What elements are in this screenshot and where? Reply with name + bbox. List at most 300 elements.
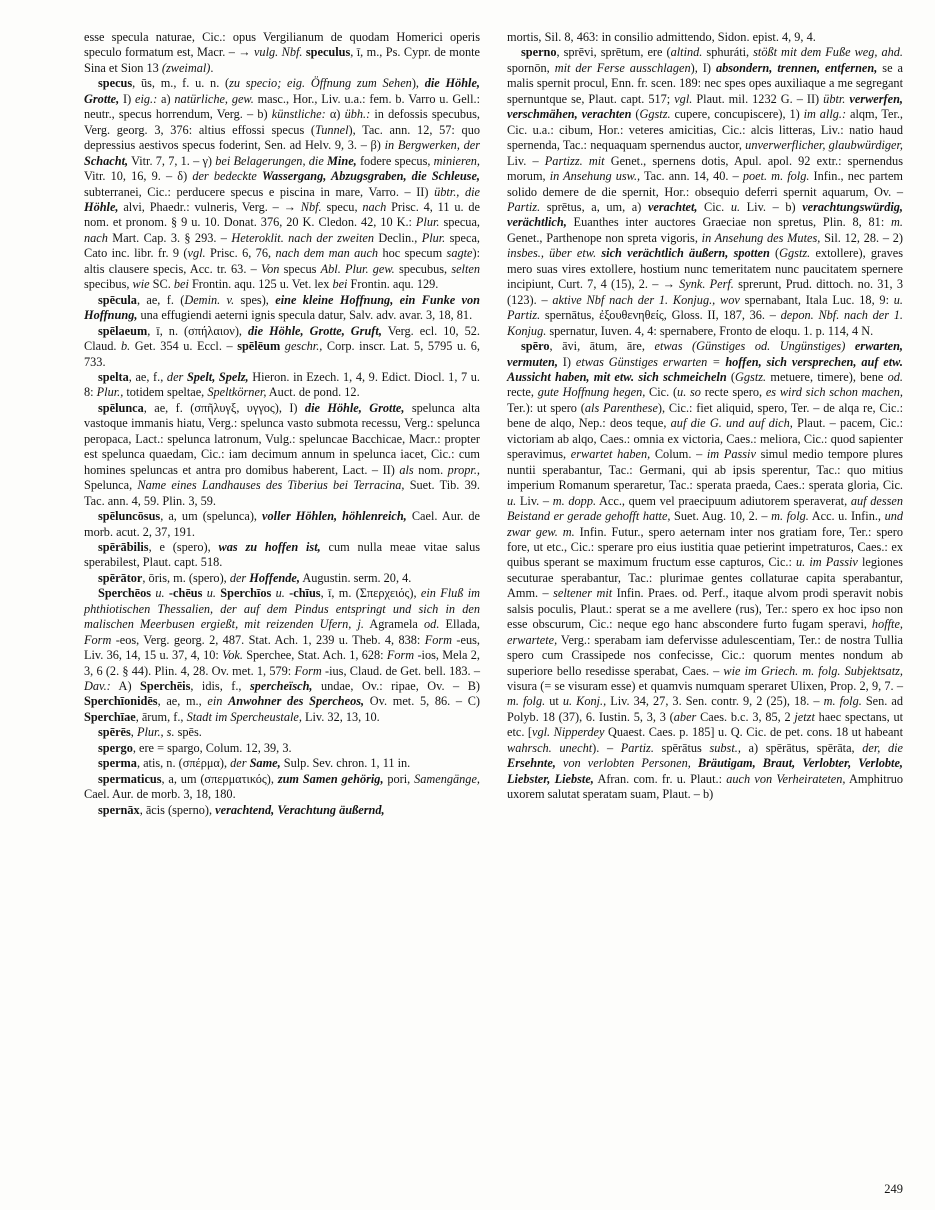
text-italic: ein — [207, 694, 229, 709]
text-bold: Sperchēis — [140, 679, 191, 694]
text-italic: der — [230, 756, 250, 771]
text-italic: übh.: — [344, 107, 371, 122]
text-italic: in Ansehung des Mutes, — [701, 230, 821, 245]
text-italic: u. im Passiv — [796, 555, 858, 570]
text-bold-italic: Anwohner des Spercheos, — [228, 694, 365, 709]
text-italic: eig.: — [135, 91, 158, 106]
text-roman — [556, 756, 563, 770]
text-italic: Heteroklit. nach der zweiten — [231, 230, 375, 245]
text-roman: Liv. 34, 27, 3. Sen. contr. 9, 2 (25), 18. – — [606, 694, 824, 709]
text-italic: u. — [730, 199, 741, 214]
text-roman: recte spero, — [700, 385, 766, 400]
text-roman: Quaest. Caes. p. 185] u. Q. Cic. de pet. cons. 18 ut habeant — [604, 725, 903, 740]
text-bold: speculus — [305, 45, 351, 60]
text-italic: depon. Nbf. nach der 1. Konjug. — [507, 308, 903, 338]
text-bold: spēlaeum — [98, 323, 148, 338]
text-italic: etwas (Günstiges od. Ungünstiges) — [654, 339, 855, 354]
text-italic: m. folg. — [507, 694, 546, 709]
text-bold-italic: absondern, trennen, entfernen, — [715, 60, 878, 75]
text-roman: Suet. Tib. 39. Tac. ann. 4, 59. Plin. 3, 59. — [84, 478, 480, 508]
text-italic: künstliche: — [271, 107, 326, 122]
text-roman: ). – — [592, 740, 621, 755]
text-roman: . — [210, 60, 214, 75]
text-roman: specus — [279, 261, 321, 276]
text-roman: spernātus, ἐξουθενηθείς, Gloss. II, 187, 36. – — [540, 308, 781, 323]
entry-spelaeum — [84, 324, 480, 370]
text-roman: Auct. de pond. 12. — [266, 385, 360, 400]
text-roman: Liv. – — [516, 493, 553, 508]
text-bold-italic: Schacht, — [84, 153, 129, 168]
text-roman: spes), — [234, 292, 276, 307]
text-italic: selten — [451, 261, 480, 276]
text-italic: wahrsch. unecht — [507, 740, 593, 755]
text-roman: Declin., — [374, 230, 422, 245]
left-column — [84, 30, 480, 818]
text-italic: der — [166, 369, 187, 384]
text-roman: Liv. – b) — [740, 199, 803, 214]
text-italic: mit der Ferse ausschlagen — [554, 60, 691, 75]
text-bold: Sperchīae — [84, 709, 136, 724]
text-italic: im Passiv — [706, 447, 756, 462]
text-italic: m. folg. — [771, 509, 809, 524]
text-italic: Form — [84, 632, 112, 647]
text-roman: Sil. 12, 28. – 2) — [820, 230, 903, 245]
text-bold: specus — [98, 76, 133, 91]
text-bold: spelta — [98, 369, 129, 384]
text-roman: alqm, Ter., Cic. u.a.: cibum, Hor.: veteres amicitias, Cic.: alcis litteras, Liv.: natio haud spernenda, Tac.: nequaquam spernendus auctor, — [507, 107, 904, 153]
text-italic: vgl. — [674, 91, 693, 106]
text-roman: hoc specum — [378, 246, 447, 261]
text-roman: Euanthes inter auctores Graeciae non spretus, Plin. 8, 81: — [566, 215, 892, 230]
text-italic: nach — [362, 199, 387, 214]
text-roman: , a, um (σπερματικός), — [161, 771, 278, 786]
text-roman: spēs. — [174, 725, 202, 740]
text-italic: Nbf. — [300, 199, 322, 214]
text-roman: Caes. b.c. 3, 85, 2 — [696, 709, 795, 724]
text-bold: spēlēum — [237, 339, 281, 354]
text-italic: b. — [121, 339, 131, 354]
text-roman: , — [130, 725, 137, 740]
text-roman: a) spērātus, spērāta, — [740, 740, 863, 755]
text-italic: aktive Nbf nach der 1. Konjug., wov — [552, 292, 740, 307]
text-roman: masc., Hor., Liv. u.a.: fem. b. Varro u. Gell.: neutr., specus horrendum, Verg. – b) — [84, 91, 481, 122]
text-roman: Suet. Aug. 10, 2. – — [670, 509, 772, 524]
text-roman: Vitr. 10, 16, 9. – δ) — [84, 169, 193, 184]
text-roman: alvi, Phaedr.: vulneris, Verg. – → — [118, 199, 301, 214]
text-bold-italic: voller Höhlen, höhlenreich, — [262, 509, 407, 524]
text-roman: ): altis clausere specis, Acc. tr. 63. – — [84, 246, 481, 276]
text-italic: u. — [206, 586, 216, 601]
text-bold-italic: Wassergang, Abzugsgraben, die Schleuse, — [262, 169, 481, 184]
text-roman: Tac. ann. 14, 40. – — [640, 169, 743, 184]
text-roman: Sen. ad Polyb. 18 (37), 6. Iustin. 5, 3, 3 ( — [507, 694, 903, 724]
text-italic: u. — [507, 493, 517, 508]
text-italic: im allg.: — [803, 107, 847, 122]
text-roman: una effugiendi aeterni ignis specula datur, Salv. adv. avar. 3, 18, 81. — [137, 308, 473, 323]
text-bold: spergo — [98, 740, 133, 755]
text-roman: ut — [545, 694, 563, 709]
text-italic: od. — [887, 369, 903, 384]
text-bold: sperma — [98, 756, 137, 771]
text-roman: Hieron. in Ezech. 1, 4, 9. Edict. Diocl. 1, 7 u. 8: — [84, 369, 481, 400]
text-italic: u. so — [677, 385, 701, 400]
text-bold-italic: Mine, — [327, 153, 357, 168]
text-bold-italic: spercheïsch, — [250, 679, 313, 694]
text-roman: , ae, m., — [157, 694, 208, 709]
text-bold: Sperchīos — [220, 586, 272, 601]
text-roman: a) — [157, 91, 175, 106]
text-bold: spernāx — [98, 802, 140, 817]
text-italic: etwas Günstiges erwarten = — [575, 354, 726, 369]
entry-sperma — [84, 756, 480, 771]
text-italic: als — [399, 462, 414, 477]
text-italic: wie — [132, 277, 150, 292]
text-roman: simul medio tempore plures nuntii sperabantur, Tac.: Germani, qui ab ipsis sperentur, Tac.: quo mitius imperium Romanum speraretur, Tac.: sperata praeda, Caes.: sperata gloria, Cic. — [507, 447, 903, 493]
text-italic: bei — [332, 277, 348, 292]
text-roman: , a, um (spelunca), — [160, 509, 263, 524]
page-number: 249 — [884, 1182, 903, 1196]
text-roman: esse specula naturae, Cic.: opus Vergilianum de quodam Homerici operis speculo formatum est, Macr. – → — [84, 30, 480, 60]
text-italic: jetzt — [794, 709, 815, 724]
text-italic: gute Hoffnung hegen, — [537, 385, 646, 400]
text-bold-italic: was zu hoffen ist, — [218, 539, 321, 554]
text-italic: ein Fluß im phthiotischen Thessalien, der auf dem Pindus entspringt und sich in den malischen Meerbusen ergießt, mit reizenden Ufern, j. — [84, 586, 481, 632]
text-roman: ), — [411, 76, 425, 91]
text-italic: und zwar gew. m. — [507, 509, 904, 539]
entry-spernax — [84, 803, 480, 818]
text-bold-italic: eine kleine Hoffnung, ein Funke von Hoffnung, — [84, 292, 480, 323]
text-roman: Frontin. aqu. 129. — [347, 277, 439, 292]
text-italic: als Parenthese — [584, 400, 658, 415]
text-italic: Form — [294, 663, 322, 678]
text-roman: Frontin. aqu. 125 u. Vet. lex — [188, 277, 333, 292]
text-roman: recte, — [507, 385, 538, 400]
text-bold-italic: Bräutigam, Braut, Verlobter, Verlobte, Liebster, Liebste, — [507, 756, 904, 786]
text-roman: Plaut. – pacem, Cic.: victoriam ab alqo, Caes.: omnia ex victoria, Caes.: meliora, Cic.: quod sapienter speravimus, — [507, 416, 904, 462]
text-bold: spērātor — [98, 570, 143, 585]
text-italic: subst., — [709, 740, 741, 755]
text-roman: -ios, Mela 2, 3, 6 (2. § 44). Plin. 4, 28. Ov. met. 1, 579: — [84, 648, 481, 678]
text-bold-italic: verwerfen, verschmähen, verachten — [507, 91, 904, 122]
text-roman: , ōris, m. (spero), — [142, 570, 230, 585]
text-roman: legiones secuturae sperabantur, Tac.: plurimae gentes collaturae capita sperabantur, Amm. – — [507, 555, 903, 601]
text-italic: m. — [891, 215, 903, 230]
text-italic: altind. — [670, 45, 703, 60]
text-roman: Genet., Parthenope non spreta vigoris, — [507, 230, 702, 245]
text-bold-italic: die Höhle, Grotte, — [84, 76, 480, 106]
entry-sperno — [507, 45, 903, 339]
text-roman: cum nulla meae vitae salus sperabilest, Plaut. capt. 518. — [84, 539, 481, 570]
text-bold: spēcula — [98, 292, 137, 307]
text-roman: , ī, n. (σπήλαιον), — [147, 323, 249, 338]
text-roman: spornōn, — [507, 60, 555, 75]
text-roman: metuere, timere), bene — [766, 369, 888, 384]
text-italic: seltener mit — [553, 586, 613, 601]
text-roman: , atis, n. (σπέρμα), — [136, 756, 231, 771]
entry-spergo — [84, 741, 480, 756]
text-roman: -eos, Verg. georg. 2, 487. Stat. Ach. 1, 239 u. Theb. 4, 838: — [111, 632, 425, 647]
text-italic: Name eines Landhauses des Tiberius bei Terracina, — [137, 478, 405, 493]
text-italic: insbes., über etw. — [507, 246, 602, 261]
text-bold-italic: Hoffende, — [249, 570, 300, 585]
text-italic: bei Belagerungen, die — [215, 153, 327, 168]
text-italic: Ggstz. — [735, 369, 767, 384]
text-bold-italic: verachtend, Verachtung äußernd, — [215, 802, 385, 817]
text-roman: Liv. 32, 13, 10. — [301, 709, 380, 724]
text-italic: Partizz. mit — [544, 153, 605, 168]
text-roman: haec spectans, ut etc. [ — [507, 709, 904, 740]
text-roman: Afran. com. fr. u. Plaut.: — [593, 771, 727, 786]
text-italic: übtr. — [823, 91, 850, 106]
text-italic: propr., — [447, 462, 480, 477]
text-roman: ), I) — [690, 60, 716, 75]
entry-sperabilis — [84, 540, 480, 571]
entry-spero — [507, 339, 903, 803]
text-roman: , e (spero), — [148, 539, 219, 554]
text-roman: Acc., quem vel praecipuum adiutorem speraverat, — [596, 493, 851, 508]
text-roman: , ūs, m., f. u. n. ( — [132, 76, 230, 91]
text-roman: undae, Ov.: ripae, Ov. – B) — [312, 679, 480, 694]
text-roman: specu, — [321, 199, 363, 214]
text-roman: Get. 354 u. Eccl. – — [130, 339, 238, 354]
entry-sperator — [84, 571, 480, 586]
text-italic: auch von Verheirateten, — [726, 771, 846, 786]
text-roman: , ācis (sperno), — [139, 802, 216, 817]
text-roman: , ae, f. (σπῆλυγξ, υγγος), I) — [143, 400, 305, 415]
text-roman: Augustin. serm. 20, 4. — [299, 570, 412, 585]
text-roman: spelunca alta vastoque immanis hiatu, Verg.: spelunca vasto submota recessu, Verg.: spelunca peropaca, Lact.: spelunca latronum, Vulg.: speluncae Bacchicae, Macr.: propter est spelunca quaedam, Cic.: iam decimum annum in spelunca iacet, Cic.: cum homines speluncas et antra pro domibus haberent, Lact. – II) — [84, 400, 480, 477]
text-roman: Sulp. Sev. chron. 1, 11 in. — [280, 756, 411, 771]
text-roman: spernabant, Itala Luc. 18, 9: — [739, 292, 894, 307]
text-roman: visura (= se visuram esse) et quamvis numquam speraret Ulixen, Prop. 2, 9, 7. – — [507, 679, 903, 694]
entry-speluncosus — [84, 509, 480, 540]
text-italic: aber — [673, 709, 697, 724]
text-roman: totidem speltae, — [123, 385, 208, 400]
text-italic: Synk. Perf. — [679, 277, 734, 292]
text-roman: , idis, f., — [190, 679, 250, 694]
text-italic: Ggstz. — [639, 107, 671, 122]
text-roman: I) — [557, 354, 576, 369]
text-roman: , ī, m., Ps. Cypr. de monte Sina et Sion 13 — [84, 45, 480, 75]
text-italic: natürliche, gew. — [174, 91, 254, 106]
text-bold: spēluncōsus — [98, 509, 161, 524]
text-roman: -eus, Liv. 36, 14, 15 u. 37, 4, 10: — [84, 632, 480, 663]
text-bold: Sperchīonidēs — [84, 694, 158, 709]
text-roman: ( — [726, 369, 736, 384]
text-italic: Form — [386, 648, 415, 663]
text-roman: sprētus, a, um, a) — [540, 199, 648, 214]
text-roman: sphuráti, — [702, 45, 754, 60]
text-roman: Verg.: sperabam iam defervisse adulescentiam, Ter.: de nostra Tullia spero cum Crassipede nos confecisse, Cic.: quorum mentes nondum ab superiore bello resedisse sperabat, Caes. – — [507, 632, 903, 678]
text-italic: Plur. — [421, 230, 446, 245]
text-italic: unverwerflicher, glaubwürdiger, — [745, 138, 904, 153]
text-roman: specua, — [439, 215, 480, 230]
text-italic: nach — [84, 230, 108, 245]
text-italic: Stadt im Spercheustale, — [186, 709, 302, 724]
text-bold-italic: verachtet, — [647, 199, 698, 214]
text-italic: Speltkörner, — [207, 385, 267, 400]
text-roman: spernatur, Iuven. 4, 4: spernabere, Fronto de eloqu. 1. p. 114, 4 N. — [546, 323, 874, 338]
text-roman: Ov. met. 5, 86. – C) — [364, 694, 480, 709]
text-roman: specubus, — [394, 261, 452, 276]
entry-specus — [84, 76, 480, 292]
text-roman: Ellada, — [439, 617, 480, 632]
entry-spercheos — [84, 586, 480, 725]
text-italic: es wird sich schon machen, — [765, 385, 903, 400]
text-roman: Verg. ecl. 10, 52. Claud. — [84, 323, 480, 354]
text-roman: -ius, Claud. de Get. bell. 183. – — [321, 663, 480, 678]
text-roman: Corp. inscr. Lat. 5, 5795 u. 6, 733. — [84, 339, 480, 369]
entry-spelta — [84, 370, 480, 401]
text-italic: auf die G. und auf dich, — [670, 416, 793, 431]
text-italic: auf dessen Beistand er gerade gehofft hatte, — [507, 493, 903, 524]
text-roman: speca, Cato inc. libr. fr. 9 ( — [84, 230, 481, 261]
text-bold: spērābilis — [98, 539, 149, 554]
text-italic: der — [229, 570, 250, 585]
text-roman: spērātus — [653, 740, 710, 755]
text-roman: pori, — [383, 771, 415, 786]
text-roman: fodere specus, — [356, 153, 434, 168]
text-bold-italic: erwarten, vermuten, — [507, 339, 903, 369]
text-italic: Plur., — [96, 385, 124, 400]
text-roman: ), Tac. ann. 12, 57: quo depressius aestivos specus foderint, Sen. ad Helv. 9, 3. – β) — [84, 122, 480, 153]
text-bold: spēlunca — [98, 400, 144, 415]
text-bold-italic: zum Samen gehörig, — [277, 771, 384, 786]
entry-speculum-continuation — [84, 30, 480, 76]
entry-spelunca — [84, 401, 480, 509]
text-italic: vgl. Nipperdey — [532, 725, 605, 740]
text-roman: ), Cic.: fiet aliquid, spero, Ter. – de alqa re, Cic.: bene de alqo, Nep.: deos teque, — [507, 400, 903, 431]
entry-speres — [84, 725, 480, 740]
text-roman: Spelunca, — [84, 478, 138, 493]
text-italic: vulg. Nbf. — [253, 45, 303, 60]
text-italic: übtr., die — [434, 184, 480, 199]
text-roman: extollere), graves mero suas vires extollere, hostium nunc temeritatem nunc paucitatem spernere incipiunt, Curt. 7, 4 (15), 2. – → — [507, 246, 904, 292]
text-italic: bei — [173, 277, 189, 292]
text-bold: Sperchēos — [98, 586, 152, 601]
text-italic: m. folg. — [823, 694, 862, 709]
text-roman: se a malis spernit procul, Enn. fr. scen. 189: nec spes opes auxiliaque a me segregant spernuntque se, Plaut. capt. 517; — [507, 60, 903, 106]
text-roman: Cic. ( — [645, 385, 678, 400]
text-italic: sagte — [446, 246, 473, 261]
text-bold-italic: die Höhle, Grotte, — [304, 400, 405, 415]
text-bold: spermaticus — [98, 771, 162, 786]
text-roman: Liv. – — [507, 153, 545, 168]
text-italic: poet. m. folg. — [742, 169, 810, 184]
text-bold: spērēs — [98, 725, 131, 740]
text-bold: spēro — [521, 339, 550, 354]
text-italic: Von — [260, 261, 280, 276]
text-roman: I) — [119, 91, 135, 106]
text-roman: Ter.): ut spero ( — [507, 400, 585, 415]
text-italic: in Bergwerken, der — [384, 138, 481, 153]
text-bold-italic: hoffen, sich versprechen, auf etw. Aussicht haben, mit etw. sich schmeicheln — [507, 354, 903, 384]
text-italic: od. — [424, 617, 440, 632]
text-italic: u. — [275, 586, 285, 601]
text-roman: A) — [110, 679, 141, 694]
text-italic: vgl. — [187, 246, 206, 261]
text-roman: Cic. — [697, 199, 731, 214]
text-roman: Infin., nec partem solido demere de die spernit, Hor.: obsequio deferri spernit aquarum, Ov. – — [507, 169, 903, 199]
text-italic: erwartet haben, — [570, 447, 651, 462]
text-roman: Agramela — [363, 617, 425, 632]
text-italic: hoffte, erwartete, — [507, 617, 903, 647]
text-italic: Dav.: — [84, 679, 111, 694]
text-roman: sprerunt, Prud. dittoch. no. 31, 3 (123). – — [507, 277, 903, 307]
text-bold-italic: verachtungswürdig, verächtlich, — [507, 199, 903, 230]
text-roman: , āvi, ātum, āre, — [549, 339, 655, 354]
text-roman: , ārum, f., — [135, 709, 187, 724]
entry-spernax-continuation — [507, 30, 903, 45]
text-italic: wie im Griech. m. folg. Subjektsatz, — [723, 663, 903, 678]
right-column — [507, 30, 903, 818]
text-bold-italic: die Höhle, Grotte, Gruft, — [248, 323, 382, 338]
text-italic: in Ansehung usw., — [549, 169, 641, 184]
text-italic: Abl. Plur. gew. — [320, 261, 395, 276]
text-roman: mortis, Sil. 8, 463: in consilio admittendo, Sidon. epist. 4, 9, 4. — [507, 30, 816, 44]
text-italic: Ggstz. — [779, 246, 811, 261]
text-italic: minieren, — [433, 153, 481, 168]
text-bold-italic: Same, — [249, 756, 281, 771]
text-roman: in defossis specubus, Verg. georg. 3, 376: altius effossi specus ( — [84, 107, 481, 137]
text-roman: , sprēvi, sprētum, ere ( — [556, 45, 671, 60]
text-italic: nach dem man auch — [275, 246, 379, 261]
text-italic: Plur. — [415, 215, 440, 230]
text-roman: SC. — [149, 277, 174, 292]
text-italic: geschr., — [284, 339, 323, 354]
text-italic: Demin. v. — [184, 292, 235, 307]
text-italic: m. dopp. — [552, 493, 597, 508]
text-roman: , ere = spargo, Colum. 12, 39, 3. — [132, 740, 292, 755]
text-roman: cupere, concupiscere), 1) — [670, 107, 804, 122]
text-roman: Vitr. 7, 7, 1. – γ) — [128, 153, 216, 168]
text-roman: ( — [631, 107, 640, 122]
text-bold: -chēus — [168, 586, 203, 601]
text-bold-italic: Ersehnte, — [507, 756, 556, 771]
text-roman: Prisc. 4, 11 u. de nom. et pronom. § 9 u. 10. Donat. 376, 20 K. Cledon. 42, 10 K.: — [84, 199, 480, 230]
text-italic: Samengänge, — [414, 771, 480, 786]
text-roman: Sperchee, Stat. Ach. 1, 628: — [242, 648, 387, 663]
text-roman: Prisc. 6, 76, — [205, 246, 276, 261]
text-roman: Infin. Praes. od. Perf., itaque alvom prodi speravit nobis salsis poculis, Plaut.: sperat se a me avellere (rus), Ter.: spero ex hoc ipso non esse obscurum, Cic.: neque ego hanc abscondere furto fugam speravi, — [507, 586, 903, 632]
text-italic: der bedeckte — [192, 169, 262, 184]
text-roman: subterranei, Cic.: perducere specus e piscina in mare, Varro. – II) — [84, 184, 435, 199]
text-bold-italic: sich verächtlich äußern, spotten — [601, 246, 770, 261]
text-roman: Genet., spernens dotis, Apul. apol. 92 extr.: spernendus morum, — [507, 153, 903, 184]
entry-spermaticus — [84, 772, 480, 803]
text-roman: α) — [325, 107, 345, 122]
text-bold: -chīus — [289, 586, 321, 601]
text-roman: , ae, f., — [128, 369, 167, 384]
text-italic: Form — [424, 632, 453, 647]
text-italic: stößt mit dem Fuße weg, ahd. — [753, 45, 904, 60]
text-roman: Acc. u. Infin., — [808, 509, 885, 524]
text-italic: Vok. — [222, 648, 243, 663]
text-roman: ( — [769, 246, 780, 261]
text-columns — [84, 30, 903, 818]
text-italic: der, die — [862, 740, 904, 755]
text-italic: Plur., s. — [136, 725, 175, 740]
text-italic: Partiz. — [620, 740, 654, 755]
text-roman: , ae, f. ( — [136, 292, 185, 307]
text-roman: Plaut. mil. 1232 G. – II) — [692, 91, 824, 106]
text-roman: specibus, — [84, 277, 133, 292]
text-bold-italic: Höhle, — [84, 199, 119, 214]
entry-specula — [84, 293, 480, 324]
text-italic: u. Partiz. — [507, 292, 903, 323]
text-roman: Cael. Aur. de morb. 3, 18, 180. — [84, 787, 236, 802]
text-italic: u. — [155, 586, 165, 601]
